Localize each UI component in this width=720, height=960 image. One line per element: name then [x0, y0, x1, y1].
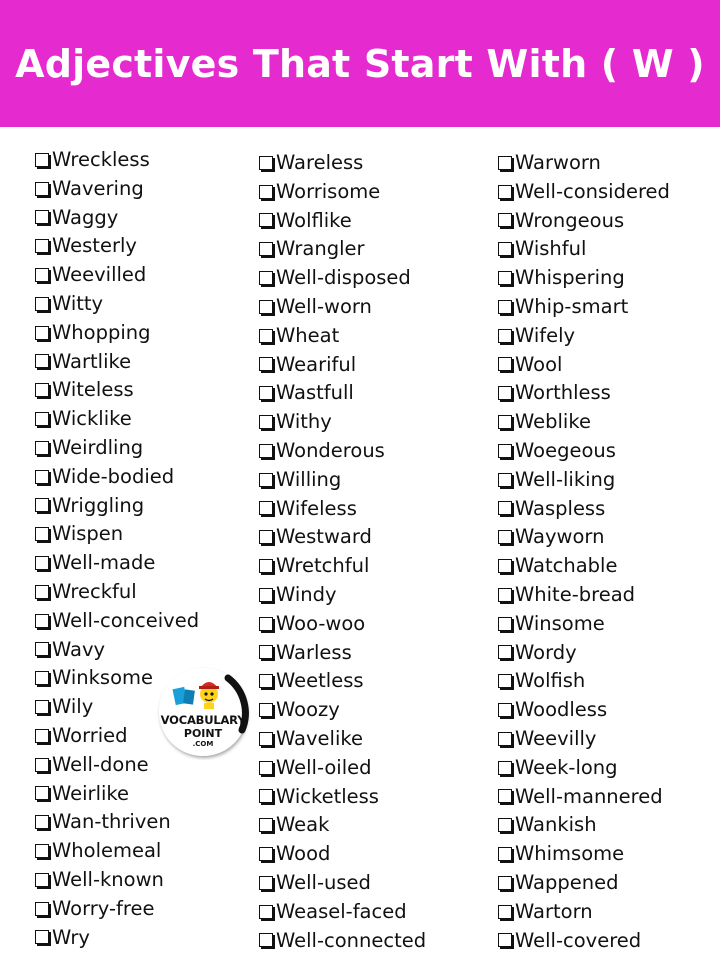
word-text: Witeless — [52, 378, 134, 402]
word-item — [259, 725, 426, 754]
word-text: White-bread — [515, 582, 636, 606]
checkbox-icon — [35, 326, 49, 340]
word-text: Wrongeous — [515, 208, 625, 232]
word-item — [35, 492, 199, 521]
word-text: Wifeless — [276, 496, 357, 520]
checkbox-icon — [35, 873, 49, 887]
word-text: Weirlike — [52, 781, 130, 805]
checkbox-icon — [498, 473, 512, 487]
word-item — [498, 869, 670, 898]
word-item — [35, 434, 199, 463]
word-item — [498, 898, 670, 927]
word-text: Wankish — [515, 813, 597, 837]
checkbox-icon — [35, 239, 49, 253]
word-text: Wreckless — [52, 148, 150, 171]
checkbox-icon — [35, 844, 49, 858]
word-item — [259, 322, 426, 351]
word-text: Watchable — [515, 554, 618, 578]
checkbox-icon — [35, 642, 49, 656]
word-item — [35, 520, 199, 549]
checkbox-icon — [35, 585, 49, 599]
word-item — [35, 232, 199, 261]
word-item — [259, 667, 426, 696]
checkbox-icon — [35, 700, 49, 714]
word-text: Well-covered — [515, 928, 642, 952]
word-item — [35, 405, 199, 434]
word-text: Woegeous — [515, 438, 616, 462]
word-item — [259, 207, 426, 236]
word-item — [259, 811, 426, 840]
checkbox-icon — [35, 470, 49, 484]
word-item — [35, 924, 199, 953]
word-text: Well-mannered — [515, 784, 663, 808]
word-item — [498, 466, 670, 495]
checkbox-icon — [259, 357, 273, 371]
checkbox-icon — [259, 588, 273, 602]
checkbox-icon — [259, 732, 273, 746]
word-text: Wreckful — [52, 579, 137, 603]
word-item — [498, 437, 670, 466]
word-text: Wily — [52, 695, 94, 719]
word-text: Wriggling — [52, 493, 145, 517]
logo-text-com: .COM — [192, 740, 214, 748]
word-text: Wood — [276, 842, 331, 866]
word-text: Wavy — [52, 637, 106, 661]
checkbox-icon — [35, 297, 49, 311]
word-text: Wayworn — [515, 525, 605, 549]
word-text: Wonderous — [276, 438, 385, 462]
word-text: Weetless — [276, 669, 364, 693]
word-item — [259, 437, 426, 466]
checkbox-icon — [498, 213, 512, 227]
logo-text-vocabulary: VOCABULARY — [160, 713, 246, 727]
header-banner — [0, 0, 720, 127]
word-item — [35, 636, 199, 665]
word-item — [259, 264, 426, 293]
word-column-1 — [35, 146, 199, 952]
checkbox-icon — [498, 185, 512, 199]
checkbox-icon — [259, 789, 273, 803]
word-item — [498, 610, 670, 639]
word-text: Withy — [276, 410, 332, 434]
word-text: Wheat — [276, 323, 340, 347]
checkbox-icon — [498, 645, 512, 659]
word-text: Wispen — [52, 522, 124, 546]
checkbox-icon — [498, 703, 512, 717]
word-text: Well-worn — [276, 294, 372, 318]
word-item — [35, 348, 199, 377]
checkbox-icon — [259, 329, 273, 343]
word-text: Wicketless — [276, 784, 379, 808]
word-text: Weak — [276, 813, 330, 837]
checkbox-icon — [498, 300, 512, 314]
word-text: Well-considered — [515, 179, 670, 203]
word-text: Witty — [52, 291, 104, 315]
word-text: Whimsome — [515, 842, 625, 866]
word-item — [498, 552, 670, 581]
word-item — [35, 261, 199, 290]
word-item — [498, 840, 670, 869]
word-item — [498, 927, 670, 956]
word-text: Well-used — [276, 870, 371, 894]
checkbox-icon — [498, 761, 512, 775]
word-item — [498, 408, 670, 437]
word-text: Warless — [276, 640, 352, 664]
checkbox-icon — [259, 501, 273, 515]
word-text: Westerly — [52, 234, 137, 258]
word-text: Wappened — [515, 870, 619, 894]
checkbox-icon — [259, 905, 273, 919]
checkbox-icon — [259, 185, 273, 199]
checkbox-icon — [498, 271, 512, 285]
word-text: Whopping — [52, 320, 151, 344]
word-item — [35, 895, 199, 924]
word-text: Worthless — [515, 381, 611, 405]
checkbox-icon — [35, 383, 49, 397]
word-item — [35, 175, 199, 204]
checkbox-icon — [259, 847, 273, 861]
checkbox-icon — [498, 933, 512, 947]
word-item — [259, 754, 426, 783]
checkbox-icon — [35, 902, 49, 916]
word-text: Windy — [276, 582, 337, 606]
checkbox-icon — [498, 530, 512, 544]
word-item — [259, 869, 426, 898]
word-item — [498, 523, 670, 552]
word-text: Warworn — [515, 151, 601, 174]
word-text: Worried — [52, 723, 128, 747]
word-item — [498, 235, 670, 264]
checkbox-icon — [35, 153, 49, 167]
checkbox-icon — [35, 758, 49, 772]
checkbox-icon — [35, 614, 49, 628]
checkbox-icon — [498, 357, 512, 371]
word-item — [259, 351, 426, 380]
word-item — [259, 639, 426, 668]
word-text: Well-made — [52, 551, 156, 575]
word-item — [35, 376, 199, 405]
word-text: Weirdling — [52, 435, 144, 459]
word-item — [35, 549, 199, 578]
word-item — [259, 178, 426, 207]
word-item — [259, 379, 426, 408]
word-text: Wavelike — [276, 726, 363, 750]
word-text: Westward — [276, 525, 372, 549]
word-item — [498, 754, 670, 783]
word-text: Woo-woo — [276, 611, 366, 635]
page-title: Adjectives That Start With ( W ) — [15, 41, 705, 86]
word-text: Wavering — [52, 176, 144, 200]
word-item — [498, 322, 670, 351]
word-text: Well-disposed — [276, 266, 411, 290]
checkbox-icon — [498, 559, 512, 573]
checkbox-icon — [498, 386, 512, 400]
checkbox-icon — [498, 617, 512, 631]
word-text: Well-liking — [515, 467, 616, 491]
checkbox-icon — [35, 412, 49, 426]
checkbox-icon — [259, 876, 273, 890]
word-text: Wretchful — [276, 554, 370, 578]
word-item — [498, 811, 670, 840]
checkbox-icon — [498, 732, 512, 746]
word-text: Wrangler — [276, 237, 365, 261]
word-text: Worry-free — [52, 896, 155, 920]
word-item — [259, 149, 426, 178]
word-text: Waggy — [52, 205, 119, 229]
word-item — [35, 578, 199, 607]
checkbox-icon — [498, 876, 512, 890]
word-text: Wastfull — [276, 381, 354, 405]
checkbox-icon — [35, 815, 49, 829]
checkbox-icon — [259, 703, 273, 717]
word-item — [35, 319, 199, 348]
word-item — [259, 927, 426, 956]
checkbox-icon — [35, 556, 49, 570]
word-text: Wolfish — [515, 669, 586, 693]
checkbox-icon — [259, 617, 273, 631]
checkbox-icon — [35, 268, 49, 282]
checkbox-icon — [35, 182, 49, 196]
word-text: Week-long — [515, 755, 618, 779]
word-text: Waspless — [515, 496, 606, 520]
word-text: Well-known — [52, 867, 164, 891]
word-item — [35, 146, 199, 175]
checkbox-icon — [498, 415, 512, 429]
word-item — [259, 840, 426, 869]
word-text: Wan-thriven — [52, 810, 171, 834]
word-item — [259, 898, 426, 927]
word-item — [498, 581, 670, 610]
word-column-2 — [259, 149, 426, 955]
word-item — [259, 581, 426, 610]
vocabulary-point-logo — [150, 664, 256, 760]
checkbox-icon — [35, 210, 49, 224]
checkbox-icon — [498, 444, 512, 458]
word-text: Weariful — [276, 352, 357, 376]
word-column-3 — [498, 149, 670, 955]
checkbox-icon — [259, 271, 273, 285]
checkbox-icon — [259, 530, 273, 544]
word-text: Wide-bodied — [52, 464, 175, 488]
word-text: Wicklike — [52, 407, 132, 431]
word-item — [35, 290, 199, 319]
checkbox-icon — [498, 847, 512, 861]
checkbox-icon — [498, 242, 512, 256]
logo-text-point: POINT — [183, 727, 223, 740]
word-text: Wolflike — [276, 208, 352, 232]
word-text: Wordy — [515, 640, 577, 664]
word-item — [259, 408, 426, 437]
word-item — [498, 293, 670, 322]
checkbox-icon — [259, 559, 273, 573]
checkbox-icon — [259, 242, 273, 256]
checkbox-icon — [498, 905, 512, 919]
checkbox-icon — [259, 156, 273, 170]
word-text: Woozy — [276, 698, 340, 722]
checkbox-icon — [259, 415, 273, 429]
word-text: Woodless — [515, 698, 608, 722]
checkbox-icon — [498, 156, 512, 170]
checkbox-icon — [498, 818, 512, 832]
checkbox-icon — [35, 441, 49, 455]
checkbox-icon — [498, 674, 512, 688]
checkbox-icon — [259, 213, 273, 227]
word-text: Well-conceived — [52, 608, 200, 632]
checkbox-icon — [259, 674, 273, 688]
word-item — [35, 837, 199, 866]
word-item — [498, 351, 670, 380]
checkbox-icon — [498, 789, 512, 803]
checkbox-icon — [35, 498, 49, 512]
checkbox-icon — [259, 473, 273, 487]
word-item — [498, 264, 670, 293]
word-item — [259, 293, 426, 322]
checkbox-icon — [498, 501, 512, 515]
word-item — [498, 207, 670, 236]
word-item — [498, 178, 670, 207]
word-text: Well-connected — [276, 928, 427, 952]
word-text: Wifely — [515, 323, 576, 347]
word-item — [259, 696, 426, 725]
word-item — [498, 725, 670, 754]
checkbox-icon — [259, 444, 273, 458]
word-item — [498, 667, 670, 696]
word-item — [259, 610, 426, 639]
checkbox-icon — [259, 300, 273, 314]
checkbox-icon — [259, 386, 273, 400]
word-text: Winksome — [52, 666, 154, 690]
word-text: Winsome — [515, 611, 605, 635]
word-item — [35, 780, 199, 809]
word-text: Wishful — [515, 237, 587, 261]
checkbox-icon — [35, 354, 49, 368]
word-item — [259, 783, 426, 812]
word-text: Worrisome — [276, 179, 381, 203]
word-item — [35, 204, 199, 233]
word-item — [498, 696, 670, 725]
checkbox-icon — [259, 933, 273, 947]
word-item — [259, 552, 426, 581]
checkbox-icon — [259, 645, 273, 659]
word-text: Weevilly — [515, 726, 597, 750]
word-text: Well-oiled — [276, 755, 372, 779]
checkbox-icon — [35, 671, 49, 685]
word-text: Willing — [276, 467, 342, 491]
word-text: Weasel-faced — [276, 899, 407, 923]
checkbox-icon — [259, 761, 273, 775]
word-item — [498, 783, 670, 812]
word-item — [259, 235, 426, 264]
checkbox-icon — [35, 786, 49, 800]
word-text: Well-done — [52, 752, 149, 776]
word-item — [35, 866, 199, 895]
word-text: Weblike — [515, 410, 591, 434]
word-item — [259, 495, 426, 524]
word-text: Wartorn — [515, 899, 593, 923]
checkbox-icon — [35, 729, 49, 743]
word-item — [498, 149, 670, 178]
word-item — [35, 607, 199, 636]
word-text: Whispering — [515, 266, 625, 290]
checkbox-icon — [498, 329, 512, 343]
word-item — [498, 379, 670, 408]
word-item — [259, 466, 426, 495]
checkbox-icon — [259, 818, 273, 832]
word-item — [35, 808, 199, 837]
checkbox-icon — [35, 527, 49, 541]
word-item — [498, 495, 670, 524]
word-text: Whip-smart — [515, 294, 629, 318]
word-text: Wholemeal — [52, 839, 162, 863]
checkbox-icon — [498, 588, 512, 602]
word-text: Wareless — [276, 151, 364, 174]
word-item — [35, 463, 199, 492]
word-item — [498, 639, 670, 668]
word-text: Wry — [52, 925, 90, 949]
word-item — [259, 523, 426, 552]
word-text: Wool — [515, 352, 563, 376]
word-text: Wartlike — [52, 349, 132, 373]
word-text: Weevilled — [52, 263, 147, 287]
checkbox-icon — [35, 930, 49, 944]
